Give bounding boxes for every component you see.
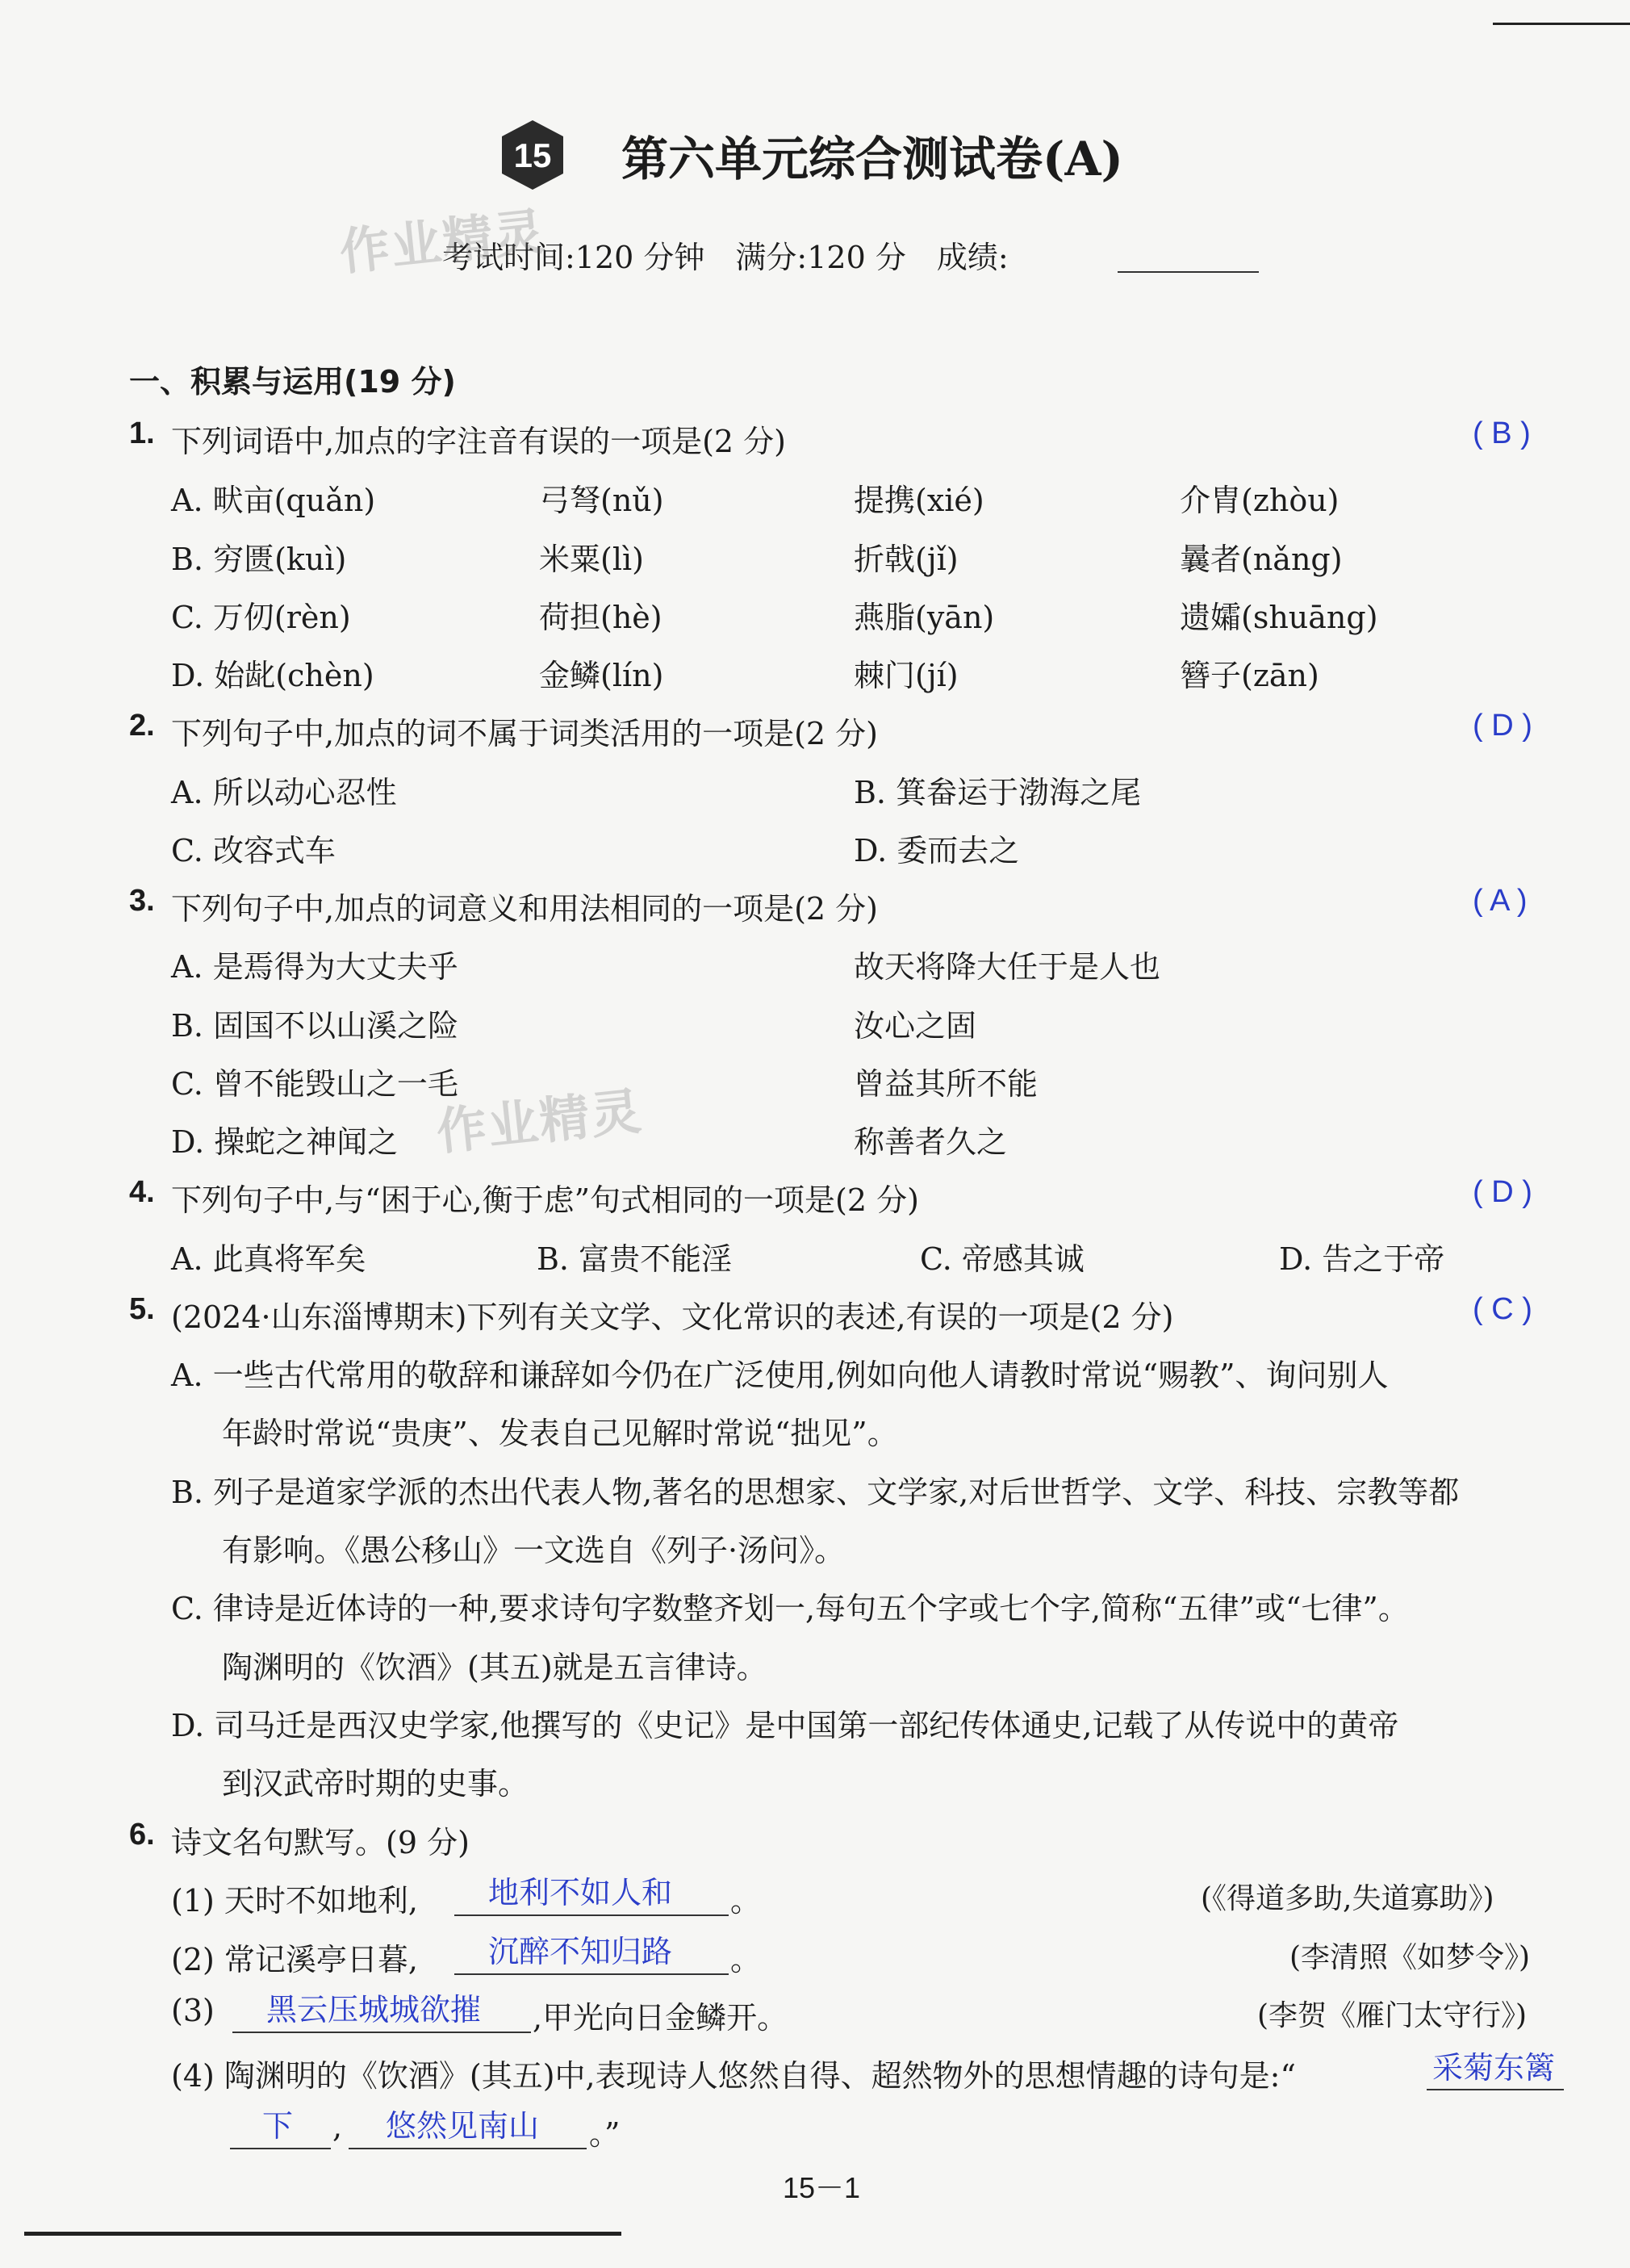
fill-item-end: ,甲光向日金鳞开。 [533, 2000, 788, 2036]
option-cell: 燕脂(yān) [854, 600, 995, 635]
option-cell: B. 穷匮(kuì) [171, 542, 347, 577]
option: B. 固国不以山溪之险 [171, 1008, 459, 1044]
option-cell: 荷担(hè) [539, 600, 662, 635]
answer-blank [232, 2032, 531, 2033]
question-stem: 下列句子中,加点的词意义和用法相同的一项是(2 分) [171, 891, 878, 927]
option: D. 告之于帝 [1279, 1241, 1445, 1277]
answer-bracket: ( B ) [1473, 416, 1531, 450]
fill-item-end: 。 [730, 1883, 762, 1919]
question-stem: 下列句子中,与“困于心,衡于虑”句式相同的一项是(2 分) [171, 1182, 919, 1218]
option-cell: 簪子(zān) [1180, 658, 1319, 693]
option: 故天将降大任于是人也 [854, 949, 1161, 985]
fill-item-label: (4) 陶渊明的《饮酒》(其五)中,表现诗人悠然自得、超然物外的思想情趣的诗句是:“ [171, 2058, 1296, 2094]
option-line: 有影响。《愚公移山》一文选自《列子·汤问》。 [222, 1533, 846, 1568]
option: C. 帝感其诚 [920, 1241, 1085, 1277]
option-cell: 曩者(nǎng) [1180, 542, 1343, 577]
option: A. 此真将军矣 [171, 1241, 366, 1277]
option: A. 所以动心忍性 [171, 775, 397, 810]
option: C. 改容式车 [171, 833, 336, 868]
option: D. 操蛇之神闻之 [171, 1124, 399, 1160]
option: 曾益其所不能 [854, 1066, 1039, 1102]
unit-number: 15 [513, 136, 552, 174]
answer-blank [230, 2148, 331, 2149]
option-cell: 米粟(lì) [539, 542, 644, 577]
option-cell: 遗孀(shuāng) [1180, 600, 1378, 635]
fill-separator: , [332, 2109, 343, 2145]
fill-answer: 黑云压城城欲摧 [266, 1992, 482, 2027]
option-cell: 介胄(zhòu) [1180, 483, 1340, 518]
watermark: 作业精灵 [433, 1081, 646, 1162]
option-line: C. 律诗是近体诗的一种,要求诗句字数整齐划一,每句五个字或七个字,简称“五律”或“七律”。 [171, 1591, 1409, 1626]
question-number: 4. [129, 1175, 155, 1209]
question-number: 2. [129, 709, 155, 743]
question-stem: (2024·山东淄博期末)下列有关文学、文化常识的表述,有误的一项是(2 分) [171, 1299, 1174, 1335]
fill-answer: 下 [262, 2108, 294, 2144]
watermark: 作业精灵 [336, 201, 549, 282]
fill-answer: 沉醉不知归路 [488, 1934, 673, 1969]
option: B. 箕畚运于渤海之尾 [854, 775, 1142, 810]
question-number: 3. [129, 884, 155, 918]
option: 汝心之固 [854, 1008, 977, 1044]
question-number: 5. [129, 1292, 155, 1326]
option: A. 是焉得为大丈夫乎 [171, 949, 458, 985]
fill-answer: 采菊东篱 [1432, 2050, 1556, 2086]
option-cell: 弓弩(nǔ) [539, 483, 664, 518]
question-stem: 下列词语中,加点的字注音有误的一项是(2 分) [171, 424, 786, 459]
option-line: A. 一些古代常用的敬辞和谦辞如今仍在广泛使用,例如向他人请教时常说“赐教”、询问别人 [171, 1358, 1389, 1393]
question-number: 6. [129, 1818, 155, 1852]
question-number: 1. [129, 416, 155, 450]
answer-blank [349, 2148, 587, 2149]
question-stem: 诗文名句默写。(9 分) [171, 1825, 470, 1860]
fill-answer: 悠然见南山 [386, 2108, 540, 2144]
unit-badge [499, 119, 566, 191]
exam-info: 考试时间:120 分钟 满分:120 分 成绩: [442, 240, 1009, 275]
answer-bracket: ( D ) [1473, 1175, 1532, 1209]
option-line: B. 列子是道家学派的杰出代表人物,著名的思想家、文学家,对后世哲学、文学、科技、宗教等都 [171, 1475, 1460, 1510]
quote-source: (李贺《雁门太守行》) [1257, 1999, 1528, 2032]
answer-bracket: ( A ) [1473, 884, 1528, 918]
quote-source: (李清照《如梦令》) [1289, 1941, 1531, 1974]
answer-bracket: ( C ) [1473, 1292, 1532, 1326]
score-blank [1118, 271, 1259, 273]
option-cell: C. 万仞(rèn) [171, 600, 351, 635]
option-cell: 棘门(jí) [854, 658, 959, 693]
fill-item-label: (2) 常记溪亭日暮, [171, 1942, 418, 1977]
answer-bracket: ( D ) [1473, 709, 1532, 743]
option-cell: 提携(xié) [854, 483, 984, 518]
option-cell: A. 畎亩(quǎn) [171, 483, 376, 518]
fill-item-end: 。 [730, 1942, 762, 1977]
page-title: 第六单元综合测试卷(A) [621, 132, 1123, 186]
fill-answer: 地利不如人和 [488, 1875, 673, 1910]
fill-item-label: (3) [171, 1993, 215, 2028]
answer-blank [454, 1914, 729, 1916]
option: C. 曾不能毁山之一毛 [171, 1066, 458, 1102]
option: B. 富贵不能淫 [537, 1241, 733, 1277]
page-number: 15－1 [783, 2171, 861, 2204]
quote-source: (《得道多助,失道寡助》) [1201, 1882, 1494, 1915]
option-line: D. 司马迁是西汉史学家,他撰写的《史记》是中国第一部纪传体通史,记载了从传说中的黄帝 [171, 1708, 1399, 1743]
answer-blank [454, 1973, 729, 1975]
option-cell: 折戟(jǐ) [854, 542, 959, 577]
bottom-rule [24, 2232, 621, 2236]
fill-item-label: (1) 天时不如地利, [171, 1883, 418, 1919]
option-line: 到汉武帝时期的史事。 [222, 1766, 529, 1801]
option: D. 委而去之 [854, 833, 1020, 868]
option-cell: 金鳞(lín) [539, 658, 664, 693]
option-cell: D. 始龀(chèn) [171, 658, 374, 693]
question-stem: 下列句子中,加点的词不属于词类活用的一项是(2 分) [171, 716, 878, 751]
top-rule [1493, 23, 1630, 25]
fill-item-end: 。” [589, 2116, 621, 2152]
option-line: 陶渊明的《饮酒》(其五)就是五言律诗。 [222, 1650, 767, 1685]
answer-blank [1427, 2089, 1564, 2090]
option: 称善者久之 [854, 1124, 1008, 1160]
option-line: 年龄时常说“贵庚”、发表自己见解时常说“拙见”。 [222, 1416, 898, 1451]
section-heading: 一、积累与运用(19 分) [129, 364, 456, 400]
